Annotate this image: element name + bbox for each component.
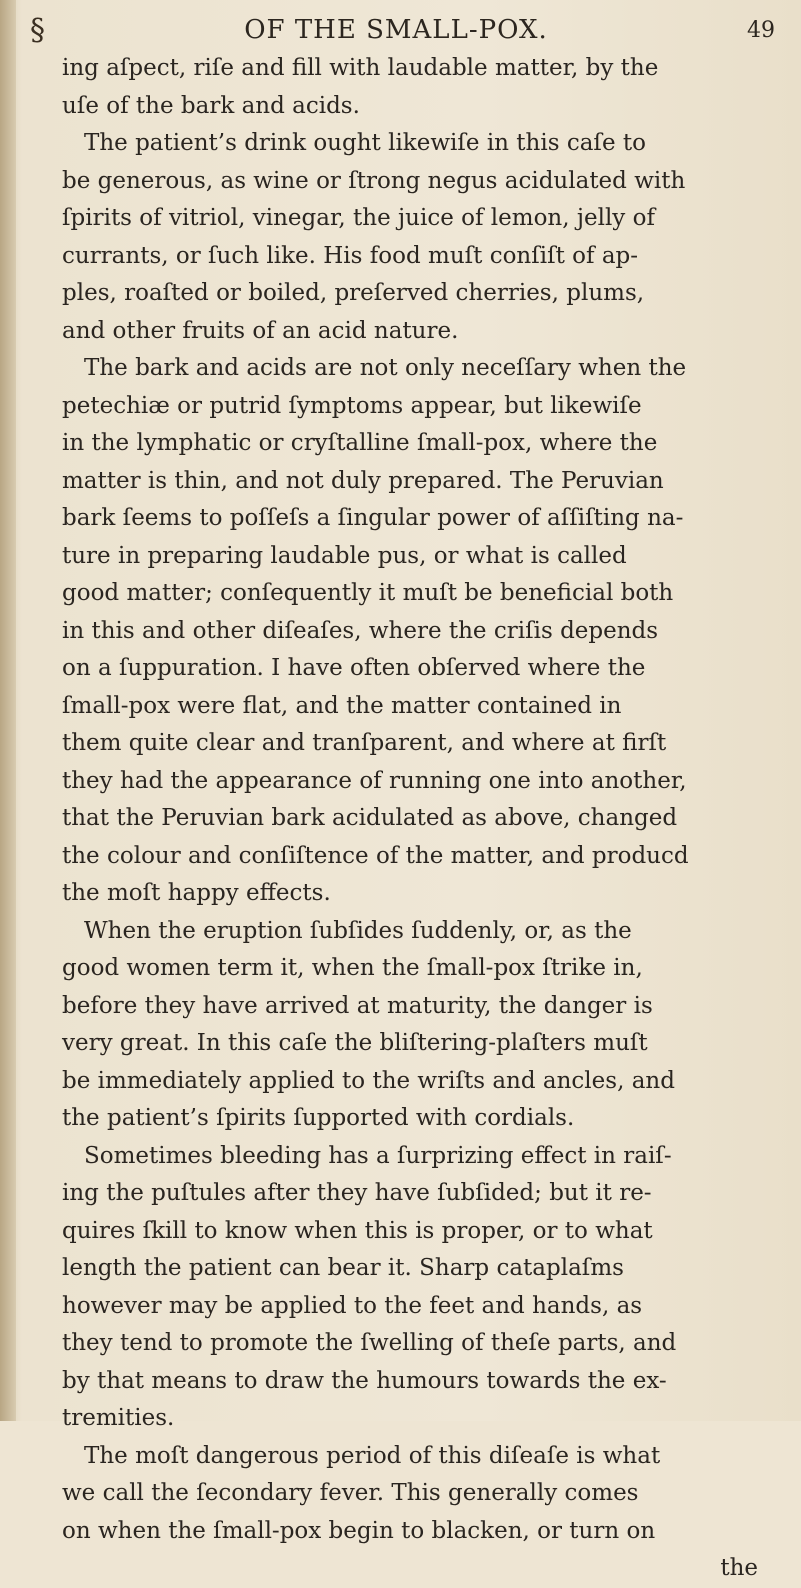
text-line: on a ſuppuration. I have often obſerved where the: [62, 655, 646, 681]
text-line: that the Peruvian bark acidulated as above, changed: [62, 805, 678, 831]
text-line: before they have arrived at maturity, the danger is: [62, 992, 653, 1019]
running-title: OF THE SMALL-POX.: [244, 15, 548, 45]
text-line: When the eruption ſubſides ſuddenly, or, as the: [84, 917, 632, 944]
catchword: the: [720, 1555, 758, 1581]
text-line: and other fruits of an acid nature.: [62, 317, 459, 344]
text-line: be generous, as wine or ſtrong negus acidulated with: [62, 167, 686, 194]
running-header: [30, 10, 775, 50]
text-line: The bark and acids are not only neceſſary when the: [84, 355, 687, 381]
text-line: we call the ſecondary fever. This generally comes: [62, 1480, 639, 1506]
text-line: ing aſpect, riſe and fill with laudable matter, by the: [62, 55, 659, 81]
text-line: the colour and conſiſtence of the matter, and producd: [62, 842, 689, 869]
text-line: Sometimes bleeding has a ſurprizing effect in raiſ-: [84, 1142, 672, 1169]
text-line: bark ſeems to poſſeſs a ſingular power of aſſiſting na-: [62, 505, 684, 531]
page-spine-shadow: [0, 0, 16, 1421]
text-line: very great. In this caſe the bliſtering-plaſters muſt: [62, 1030, 648, 1056]
text-line: on when the ſmall-pox begin to blacken, or turn on: [62, 1517, 656, 1544]
text-line: by that means to draw the humours towards the ex-: [62, 1367, 667, 1394]
text-line: them quite clear and tranſparent, and where at firſt: [62, 730, 667, 756]
text-line: good women term it, when the ſmall-pox ſtrike in,: [62, 955, 643, 981]
text-line: however may be applied to the feet and hands, as: [62, 1292, 643, 1319]
text-line: The patient’s drink ought likewiſe in this caſe to: [84, 130, 646, 156]
text-line: ſmall-pox were flat, and the matter contained in: [62, 692, 622, 719]
text-line: petechiæ or putrid ſymptoms appear, but likewiſe: [62, 392, 642, 419]
body-text: [62, 50, 762, 1588]
text-line: good matter; conſequently it muſt be beneficial both: [62, 580, 674, 606]
text-line: ture in preparing laudable pus, or what is called: [62, 542, 627, 569]
text-line: The moſt dangerous period of this diſeaſe is what: [84, 1442, 661, 1469]
text-line: in this and other diſeaſes, where the criſis depends: [62, 617, 659, 644]
text-line: be immediately applied to the wriſts and ancles, and: [62, 1067, 675, 1094]
text-line: length the patient can bear it. Sharp cataplaſms: [62, 1255, 624, 1281]
text-line: ing the puſtules after they have ſubſided; but it re-: [62, 1180, 652, 1206]
text-line: the patient’s ſpirits ſupported with cordials.: [62, 1105, 575, 1131]
text-line: ſpirits of vitriol, vinegar, the juice of lemon, jelly of: [62, 205, 655, 231]
text-line: currants, or ſuch like. His food muſt conſiſt of ap-: [62, 242, 639, 269]
text-line: tremities.: [62, 1405, 175, 1431]
text-line: they had the appearance of running one into another,: [62, 767, 687, 794]
page-number: 49: [746, 17, 775, 43]
section-mark: §: [30, 12, 45, 48]
text-line: ples, roaſted or boiled, preſerved cherries, plums,: [62, 280, 645, 306]
text-line: they tend to promote the ſwelling of theſe parts, and: [62, 1330, 677, 1356]
text-line: the moſt happy effects.: [62, 880, 331, 906]
text-line: matter is thin, and not duly prepared. The Peruvian: [62, 467, 664, 494]
text-line: uſe of the bark and acids.: [62, 92, 360, 119]
text-line: in the lymphatic or cryſtalline ſmall-pox, where the: [62, 430, 658, 456]
text-line: quires ſkill to know when this is proper, or to what: [62, 1217, 653, 1244]
